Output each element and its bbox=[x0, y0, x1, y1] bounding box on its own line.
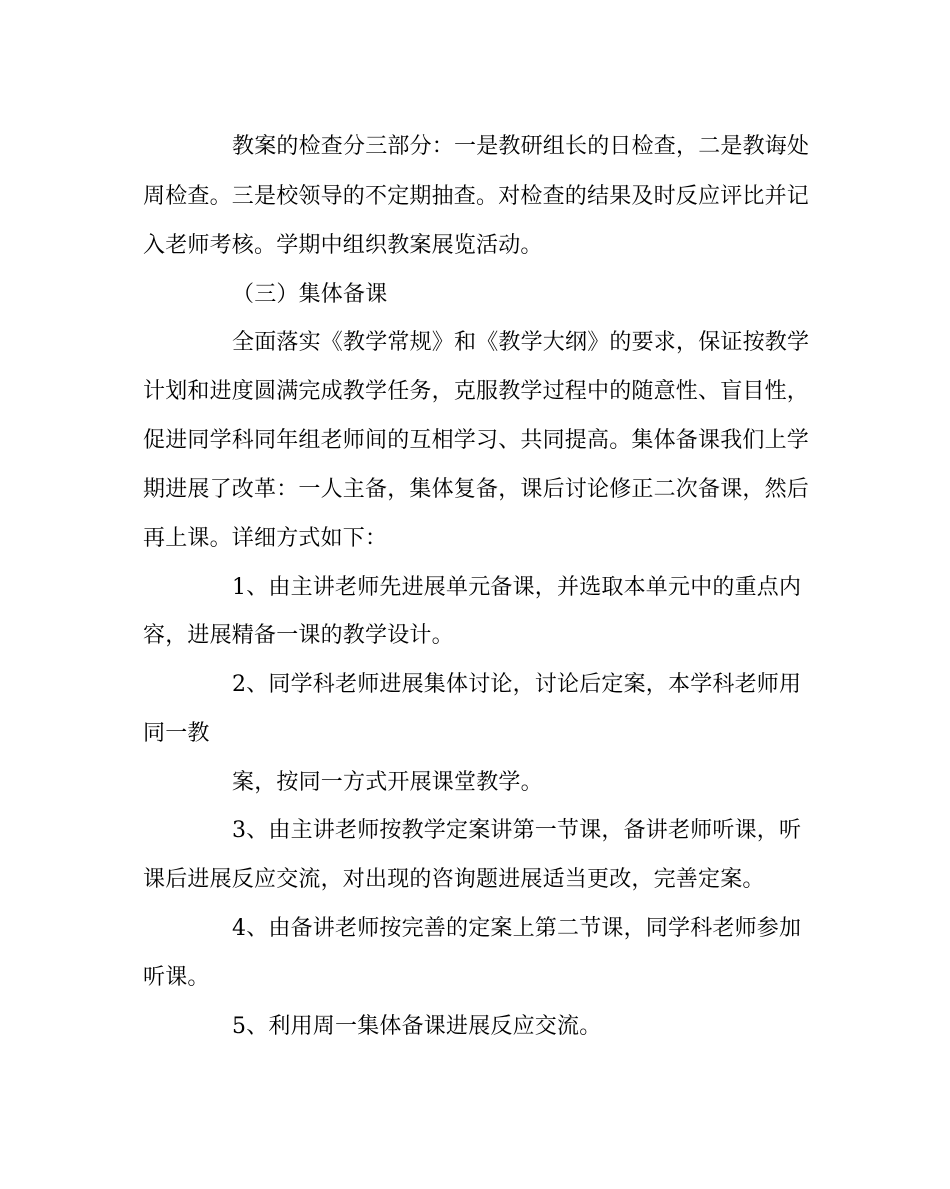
text-line: 入老师考核。学期中组织教案展览活动。 bbox=[143, 233, 543, 258]
list-item-3: 3、由主讲老师按教学定案讲第一节课，备讲老师听课，听 bbox=[232, 818, 802, 843]
list-item-4: 4、由备讲老师按完善的定案上第二节课，同学科老师参加 bbox=[232, 916, 802, 941]
text-line: 再上课。详细方式如下： bbox=[143, 526, 388, 551]
text-line: 教案的检查分三部分：一是教研组长的日检查，二是教诲处 bbox=[232, 134, 810, 159]
text-line: 周检查。三是校领导的不定期抽查。对检查的结果及时反应评比并记 bbox=[143, 184, 810, 209]
list-item-1: 1、由主讲老师先进展单元备课，并选取本单元中的重点内 bbox=[232, 575, 802, 600]
text-line: 听课。 bbox=[143, 965, 210, 990]
text-line: 全面落实《教学常规》和《教学大纲》的要求，保证按教学 bbox=[232, 330, 810, 355]
text-line: 计划和进度圆满完成教学任务，克服教学过程中的随意性、盲目性， bbox=[143, 379, 810, 404]
text-line: 促进同学科同年组老师间的互相学习、共同提高。集体备课我们上学 bbox=[143, 428, 810, 453]
section-heading: （三）集体备课 bbox=[232, 282, 388, 307]
list-item-2: 2、同学科老师进展集体讨论，讨论后定案，本学科老师用 bbox=[232, 672, 802, 697]
text-line: 案，按同一方式开展课堂教学。 bbox=[232, 770, 543, 795]
list-item-5: 5、利用周一集体备课进展反应交流。 bbox=[232, 1014, 602, 1039]
text-line: 容，进展精备一课的教学设计。 bbox=[143, 623, 454, 648]
text-line: 同一教 bbox=[143, 721, 210, 746]
text-line: 课后进展反应交流，对出现的咨询题进展适当更改，完善定案。 bbox=[143, 867, 765, 892]
text-line: 期进展了改革：一人主备，集体复备，课后讨论修正二次备课，然后 bbox=[143, 477, 810, 502]
